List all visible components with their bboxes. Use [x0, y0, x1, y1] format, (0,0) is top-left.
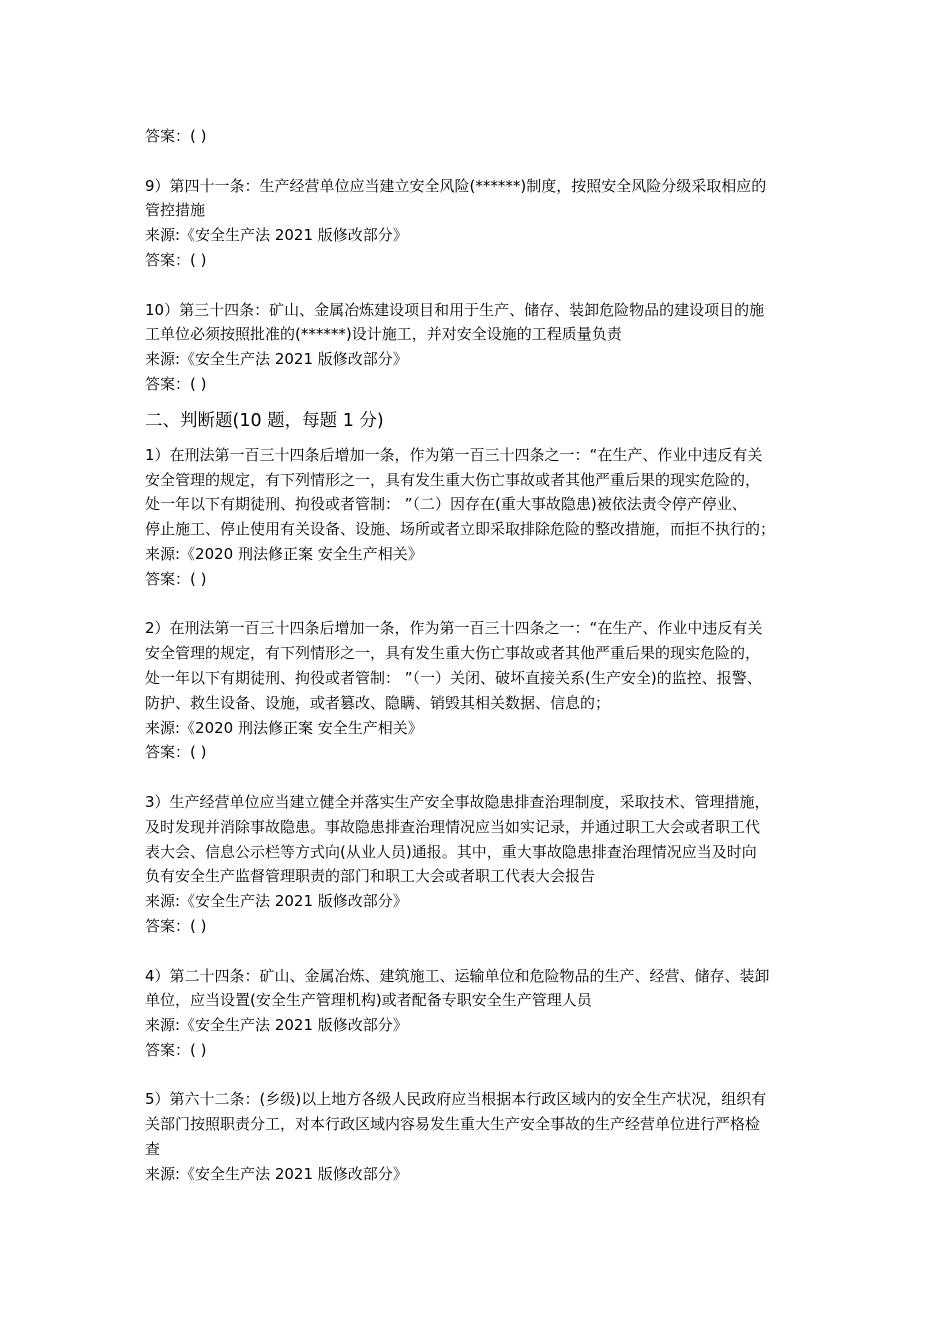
document-page	[145, 124, 807, 1187]
spacer	[145, 149, 807, 174]
spacer	[145, 939, 807, 964]
question-text-line: 及时发现并消除事故隐患。事故隐患排查治理情况应当如实记录，并通过职工大会或者职工代	[145, 817, 761, 836]
question-text-line: 关部门按照职责分工，对本行政区域内容易发生重大生产安全事故的生产经营单位进行严格检	[145, 1115, 761, 1134]
question-item	[145, 964, 807, 1063]
spacer	[145, 273, 807, 298]
question-text-line: 管控措施	[145, 201, 206, 220]
question-text-line: 安全管理的规定，有下列情形之一，具有发生重大伤亡事故或者其他严重后果的现实危险的，	[145, 644, 761, 663]
section-title: 二、判断题(10 题，每题 1 分)	[145, 410, 384, 431]
source-line: 来源:《2020 刑法修正案 安全生产相关》	[145, 544, 423, 563]
question-text-line: 4）第二十四条：矿山、金属冶炼、建筑施工、运输单位和危险物品的生产、经营、储存、装卸	[145, 966, 770, 985]
question-text-line: 处一年以下有期徒刑、拘役或者管制： ”（一）关闭、破坏直接关系(生产安全)的监控、报警、	[145, 668, 762, 687]
question-text-line: 安全管理的规定，有下列情形之一，具有发生重大伤亡事故或者其他严重后果的现实危险的，	[145, 470, 761, 489]
answer-line: 答案：( )	[145, 1040, 207, 1059]
question-text-line: 2）在刑法第一百三十四条后增加一条，作为第一百三十四条之一：“在生产、作业中违反有关	[145, 619, 763, 638]
question-item	[145, 174, 807, 273]
question-text-line: 负有安全生产监督管理职责的部门和职工大会或者职工代表大会报告	[145, 867, 596, 886]
question-text-line: 处一年以下有期徒刑、拘役或者管制： ”（二）因存在(重大事故隐患)被依法责令停产停业、	[145, 495, 747, 514]
source-line: 来源:《安全生产法 2021 版修改部分》	[145, 226, 408, 245]
source-line: 来源:《安全生产法 2021 版修改部分》	[145, 1016, 408, 1035]
answer-line: 答案：( )	[145, 374, 207, 393]
question-item	[145, 298, 807, 397]
source-line: 来源:《安全生产法 2021 版修改部分》	[145, 350, 408, 369]
question-text-line: 单位，应当设置(安全生产管理机构)或者配备专职安全生产管理人员	[145, 991, 592, 1010]
question-text-line: 3）生产经营单位应当建立健全并落实生产安全事故隐患排查治理制度，采取技术、管理措施，	[145, 792, 770, 811]
question-item	[145, 616, 807, 765]
question-text-line: 10）第三十四条：矿山、金属冶炼建设项目和用于生产、储存、装卸危险物品的建设项目的施	[145, 300, 765, 319]
question-item	[145, 1087, 807, 1186]
question-item	[145, 443, 807, 592]
answer-line: 答案：( )	[145, 743, 207, 762]
answer-line: 答案：( )	[145, 569, 207, 588]
answer-line: 答案：( )	[145, 127, 207, 145]
spacer	[145, 765, 807, 790]
source-line: 来源:《安全生产法 2021 版修改部分》	[145, 892, 408, 911]
spacer	[145, 592, 807, 617]
answer-line: 答案：( )	[145, 250, 207, 269]
question-text-line: 防护、救生设备、设施，或者篡改、隐瞒、销毁其相关数据、信息的；	[145, 693, 611, 712]
source-line: 来源:《2020 刑法修正案 安全生产相关》	[145, 718, 423, 737]
question-text-line: 1）在刑法第一百三十四条后增加一条，作为第一百三十四条之一：“在生产、作业中违反有关	[145, 445, 763, 464]
source-line: 来源:《安全生产法 2021 版修改部分》	[145, 1164, 408, 1183]
answer-line: 答案：( )	[145, 916, 207, 935]
question-text-line: 停止施工、停止使用有关设备、设施、场所或者立即采取排除危险的整改措施，而拒不执行的；	[145, 520, 776, 539]
question-text-line: 查	[145, 1140, 161, 1159]
spacer	[145, 1063, 807, 1088]
question-text-line: 5）第六十二条：(乡级)以上地方各级人民政府应当根据本行政区域内的安全生产状况，组织有	[145, 1090, 767, 1109]
question-text-line: 表大会、信息公示栏等方式向(从业人员)通报。其中，重大事故隐患排查治理情况应当及时向	[145, 842, 757, 861]
question-item	[145, 790, 807, 939]
question-text-line: 工单位必须按照批准的(******)设计施工，并对安全设施的工程质量负责	[145, 325, 622, 344]
question-text-line: 9）第四十一条：生产经营单位应当建立安全风险(******)制度，按照安全风险分级采取相应的	[145, 176, 767, 195]
